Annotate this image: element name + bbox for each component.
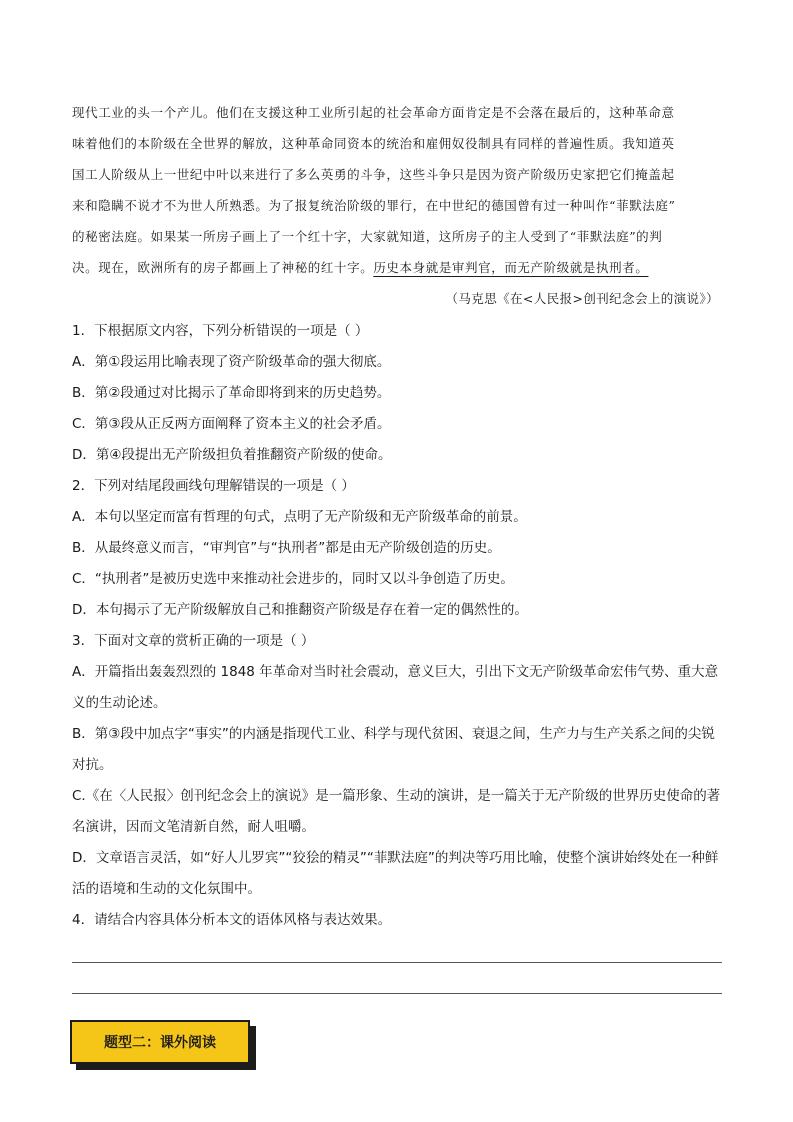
option-b: B．从最终意义而言，“审判官”与“执刑者”都是由无产阶级创造的历史。 [72,540,501,556]
answer-line[interactable] [72,993,722,994]
passage-text [72,97,722,283]
option-d: D．本句揭示了无产阶级解放自己和推翻资产阶级是存在着一定的偶然性的。 [72,602,528,618]
underlined-sentence: 历史本身就是审判官，而无产阶级就是执刑者。 [373,260,649,275]
passage-line: 现代工业的头一个产儿。他们在支援这种工业所引起的社会革命方面肯定是不会落在最后的，这种革命意 [72,105,675,120]
section-title: 题型二：课外阅读 [70,1020,250,1064]
question-list [72,316,722,936]
answer-line[interactable] [72,962,722,963]
option-c: C.《在〈人民报〉创刊纪念会上的演说》是一篇形象、生动的演讲，是一篇关于无产阶级的世界历史使命的著名演讲，因而文笔清新自然，耐人咀嚼。 [72,788,721,835]
option-c: C．第③段从正反两方面阐释了资本主义的社会矛盾。 [72,416,391,432]
section-badge [70,1020,260,1072]
source-citation: （马克思《在<人民报>创刊纪念会上的演说》） [445,291,719,306]
question-stem: 2．下列对结尾段画线句理解错误的一项是（ ） [72,478,355,494]
passage-line: 的秘密法庭。如果某一所房子画上了一个红十字，大家就知道，这所房子的主人受到了“菲默法庭”的判 [72,229,663,244]
passage-line: 来和隐瞒不说才不为世人所熟悉。为了报复统治阶级的罪行，在中世纪的德国曾有过一种叫作“菲默法庭” [72,198,676,213]
passage-line: 国工人阶级从上一世纪中叶以来进行了多么英勇的斗争，这些斗争只是因为资产阶级历史家把它们掩盖起 [72,167,675,182]
option-b: B．第③段中加点字“事实”的内涵是指现代工业、科学与现代贫困、衰退之间，生产力与生产关系之间的尖锐对抗。 [72,726,715,773]
question-stem: 1．下根据原文内容，下列分析错误的一项是（ ） [72,323,369,339]
question-stem: 4．请结合内容具体分析本文的语体风格与表达效果。 [72,912,392,928]
passage-line: 味着他们的本阶级在全世界的解放，这种革命同资本的统治和雇佣奴役制具有同样的普遍性质。我知道英 [72,136,675,151]
option-b: B．第②段通过对比揭示了革命即将到来的历史趋势。 [72,385,391,401]
badge-decoration [82,1066,104,1069]
option-a: A．开篇指出轰轰烈烈的 1848 年革命对当时社会震动，意义巨大，引出下文无产阶级革命宏伟气势、重大意义的生动论述。 [72,664,719,711]
question-stem: 3．下面对文章的赏析正确的一项是（ ） [72,633,315,649]
option-a: A．第①段运用比喻表现了资产阶级革命的强大彻底。 [72,354,391,370]
passage-last-line [72,252,722,283]
option-d: D．文章语言灵活，如“好人儿罗宾”“狡狯的精灵”“菲默法庭”的判决等巧用比喻，使整个演讲始终处在一种鲜活的语境和生动的文化氛围中。 [72,850,719,897]
option-c: C．“执刑者”是被历史选中来推动社会进步的，同时又以斗争创造了历史。 [72,571,514,587]
option-d: D．第④段提出无产阶级担负着推翻资产阶级的使命。 [72,447,392,463]
option-a: A．本句以坚定而富有哲理的句式，点明了无产阶级和无产阶级革命的前景。 [72,509,527,525]
passage-plain-text: 决。现在，欧洲所有的房子都画上了神秘的红十字。 [72,260,374,275]
